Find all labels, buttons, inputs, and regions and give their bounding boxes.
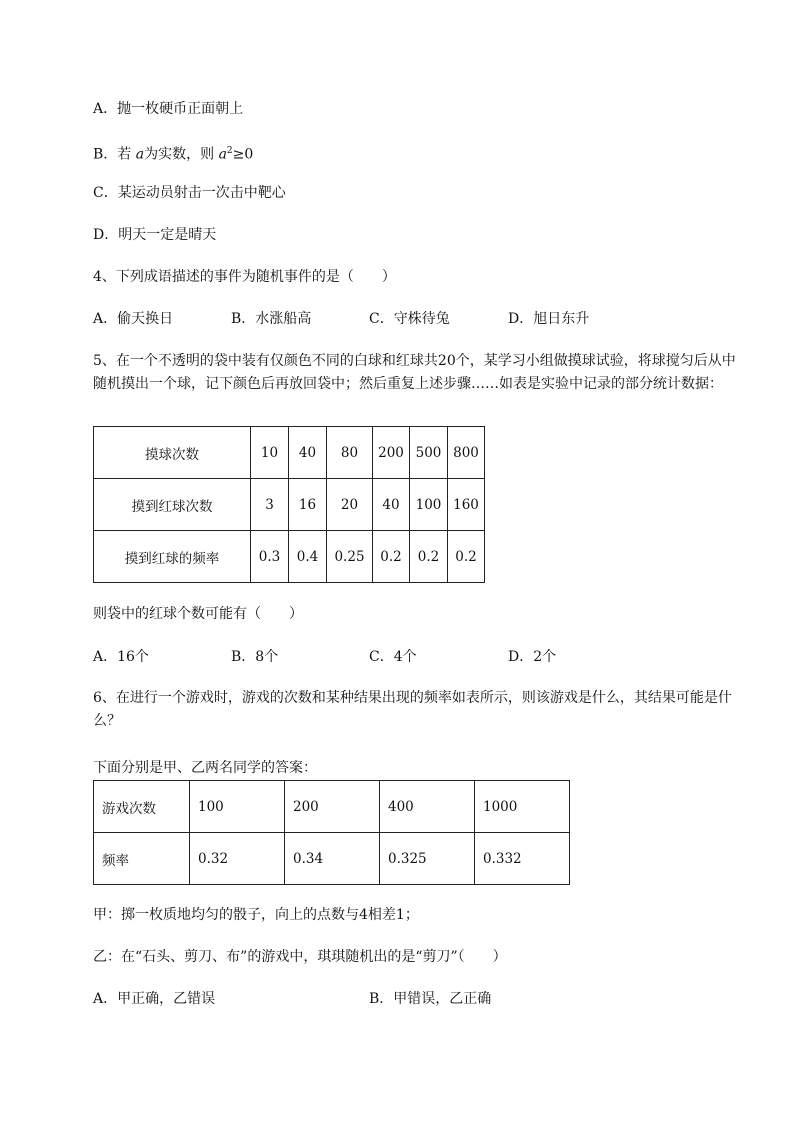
table-cell: 16 bbox=[289, 479, 327, 531]
q6-option-b: B．甲错误，乙正确 bbox=[369, 991, 492, 1007]
table-cell: 10 bbox=[251, 427, 289, 479]
q5-option-a: A．16个 bbox=[93, 649, 149, 665]
q4-option-c: C．守株待兔 bbox=[369, 311, 450, 327]
q6-table bbox=[93, 780, 570, 885]
q3-option-b-mid: 为实数，则 bbox=[144, 146, 219, 163]
table-cell: 0.32 bbox=[190, 833, 285, 885]
table-cell-label: 游戏次数 bbox=[94, 781, 190, 833]
table-cell-label: 频率 bbox=[94, 833, 190, 885]
q4-options bbox=[93, 310, 733, 330]
q4-stem: 4、下列成语描述的事件为随机事件的是（ ） bbox=[93, 269, 396, 285]
q3-option-b bbox=[93, 142, 253, 164]
table-cell: 0.325 bbox=[380, 833, 475, 885]
table-cell: 0.2 bbox=[410, 531, 448, 583]
table-cell: 80 bbox=[327, 427, 373, 479]
q3-option-d: D．明天一定是晴天 bbox=[93, 227, 217, 243]
table-cell: 0.25 bbox=[327, 531, 373, 583]
table-cell: 0.2 bbox=[373, 531, 410, 583]
table-row bbox=[94, 781, 570, 833]
table-cell: 0.4 bbox=[289, 531, 327, 583]
q6-stem: 6、在进行一个游戏时，游戏的次数和某种结果出现的频率如表所示，则该游戏是什么，其结果可能是什么？ bbox=[93, 690, 732, 729]
table-cell: 160 bbox=[448, 479, 485, 531]
q3-option-a: A．抛一枚硬币正面朝上 bbox=[93, 101, 244, 117]
q4-option-a: A．偷天换日 bbox=[93, 311, 174, 327]
q3-option-b-exp: 2 bbox=[226, 146, 233, 156]
table-cell: 0.3 bbox=[251, 531, 289, 583]
q3-option-c: C．某运动员射击一次击中靶心 bbox=[93, 185, 286, 201]
table-cell-label: 摸到红球次数 bbox=[94, 479, 251, 531]
q4-option-b: B．水涨船高 bbox=[231, 311, 312, 327]
q5-option-c: C．4个 bbox=[369, 649, 417, 665]
table-cell: 1000 bbox=[475, 781, 570, 833]
q6-options bbox=[93, 990, 733, 1010]
table-row bbox=[94, 531, 485, 583]
q6-option-a: A．甲正确，乙错误 bbox=[93, 991, 216, 1007]
q3-option-b-suffix: ≥0 bbox=[232, 146, 254, 163]
q6-answer-yi: 乙：在“石头、剪刀、布”的游戏中，琪琪随机出的是“剪刀”（ ） bbox=[93, 949, 507, 965]
q4-option-d: D．旭日东升 bbox=[508, 311, 590, 327]
table-cell: 0.2 bbox=[448, 531, 485, 583]
table-cell: 40 bbox=[373, 479, 410, 531]
q3-option-b-prefix: B．若 bbox=[93, 146, 136, 163]
q5-option-d: D．2个 bbox=[508, 649, 557, 665]
q5-option-b: B．8个 bbox=[231, 649, 279, 665]
table-cell: 0.34 bbox=[285, 833, 380, 885]
table-cell: 40 bbox=[289, 427, 327, 479]
table-cell: 3 bbox=[251, 479, 289, 531]
q5-stem: 5、在一个不透明的袋中装有仅颜色不同的白球和红球共20个，某学习小组做摸球试验，将球搅匀后从中随机摸出一个球，记下颜色后再放回袋中；然后重复上述步骤……如表是实验中记录的部分统计数据： bbox=[93, 353, 736, 392]
table-cell: 100 bbox=[410, 479, 448, 531]
table-cell: 100 bbox=[190, 781, 285, 833]
q5-question: 则袋中的红球个数可能有（ ） bbox=[93, 606, 303, 622]
table-cell: 20 bbox=[327, 479, 373, 531]
q3-option-b-sq: a bbox=[218, 146, 227, 163]
table-cell-label: 摸到红球的频率 bbox=[94, 531, 251, 583]
table-cell: 500 bbox=[410, 427, 448, 479]
table-row bbox=[94, 833, 570, 885]
table-cell: 400 bbox=[380, 781, 475, 833]
table-cell-label: 摸球次数 bbox=[94, 427, 251, 479]
table-cell: 0.332 bbox=[475, 833, 570, 885]
q6-intro: 下面分别是甲、乙两名同学的答案： bbox=[93, 760, 317, 776]
table-row bbox=[94, 427, 485, 479]
q5-options bbox=[93, 648, 733, 668]
table-cell: 200 bbox=[285, 781, 380, 833]
q3-option-b-var: a bbox=[135, 146, 145, 163]
table-cell: 200 bbox=[373, 427, 410, 479]
table-row bbox=[94, 479, 485, 531]
q5-table bbox=[93, 426, 485, 583]
q6-answer-jia: 甲：掷一枚质地均匀的骰子，向上的点数与4相差1； bbox=[93, 907, 419, 923]
table-cell: 800 bbox=[448, 427, 485, 479]
